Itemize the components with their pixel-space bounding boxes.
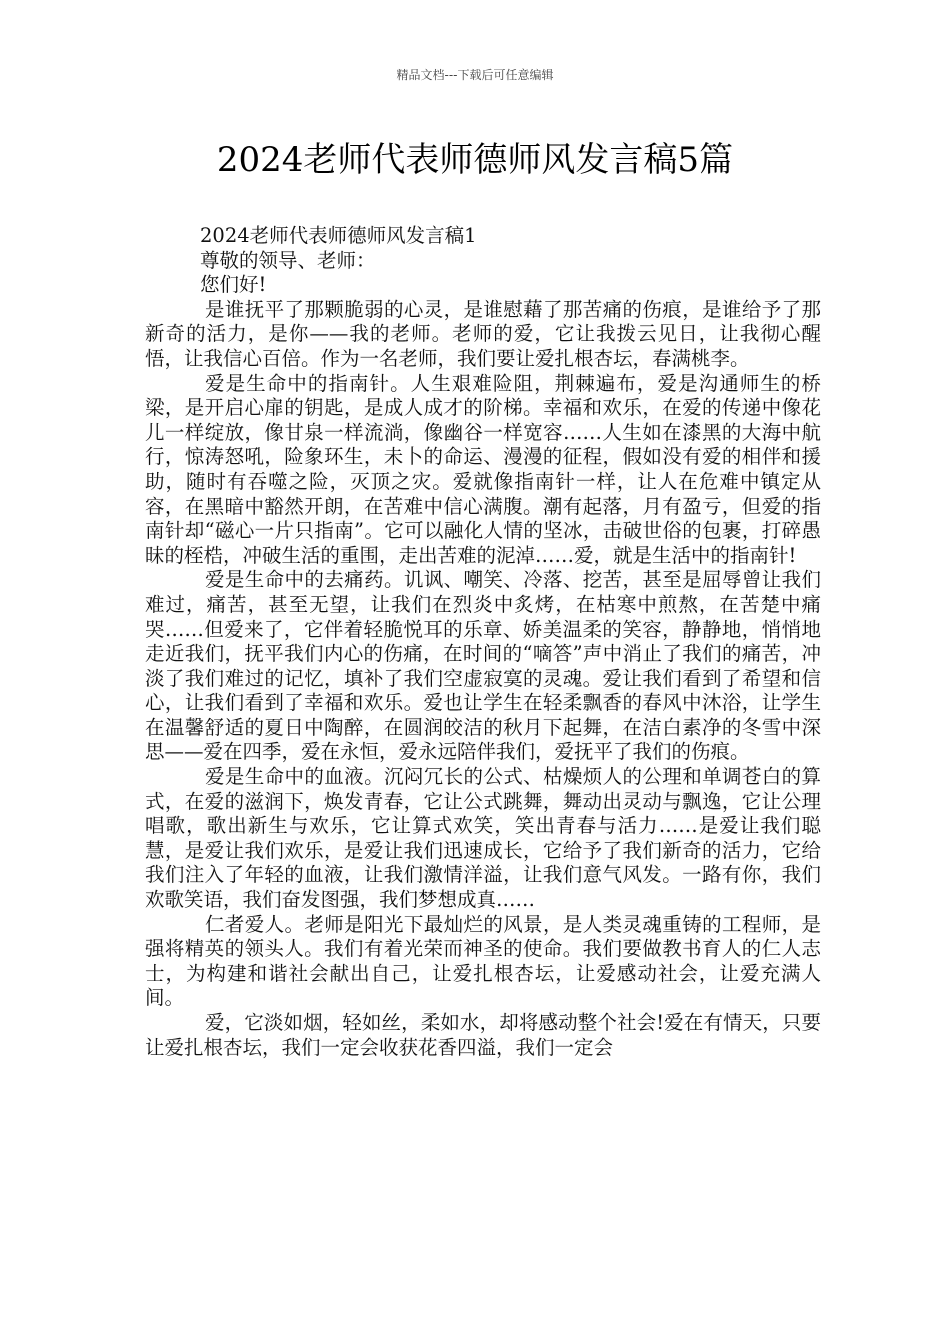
greeting: 您们好!: [200, 273, 267, 297]
paragraph: 仁者爱人。老师是阳光下最灿烂的风景，是人类灵魂重铸的工程师，是强将精英的领头人。我们有着光荣而神圣的使命。我们要做教书育人的仁人志士，为构建和谐社会献出自己，让爱扎根杏坛，让爱感动社会，让爱充满人间。: [145, 912, 821, 1010]
paragraph: 是谁抚平了那颗脆弱的心灵，是谁慰藉了那苦痛的伤痕，是谁给予了那新奇的活力，是你——我的老师。老师的爱，它让我拨云见日，让我彻心醒悟，让我信心百倍。作为一名老师，我们要让爱扎根杏坛，春满桃李。: [145, 297, 821, 370]
paragraph: 爱是生命中的去痛药。讥讽、嘲笑、冷落、挖苦，甚至是屈辱曾让我们难过，痛苦，甚至无望，让我们在烈炎中炙烤，在枯寒中煎熬，在苦楚中痛哭……但爱来了，它伴着轻脆悦耳的乐章、娇美温柔的笑容，静静地，悄悄地走近我们，抚平我们内心的伤痛，在时间的“嘀答”声中消止了我们的痛苦，冲淡了我们难过的记忆，填补了我们空虚寂寞的灵魂。爱让我们看到了希望和信心，让我们看到了幸福和欢乐。爱也让学生在轻柔飘香的春风中沐浴，让学生在温馨舒适的夏日中陶醉，在圆润皎洁的秋月下起舞，在洁白素净的冬雪中深思——爱在四季，爱在永恒，爱永远陪伴我们，爱抚平了我们的伤痕。: [145, 568, 821, 764]
paragraph: 爱是生命中的指南针。人生艰难险阻，荆棘遍布，爱是沟通师生的桥梁，是开启心扉的钥匙，是成人成才的阶梯。幸福和欢乐，在爱的传递中像花儿一样绽放，像甘泉一样流淌，像幽谷一样宽容……人生如在漆黑的大海中航行，惊涛怒吼，险象环生，未卜的命运、漫漫的征程，假如没有爱的相伴和援助，随时有吞噬之险，灭顶之灾。爱就像指南针一样，让人在危难中镇定从容，在黑暗中豁然开朗，在苦难中信心满腹。潮有起落，月有盈亏，但爱的指南针却“磁心一片只指南”。它可以融化人情的坚冰，击破世俗的包裹，打碎愚昧的桎梏，冲破生活的重围，走出苦难的泥淖……爱，就是生活中的指南针!: [145, 371, 821, 567]
paragraph: 爱是生命中的血液。沉闷冗长的公式、枯燥烦人的公理和单调苍白的算式，在爱的滋润下，焕发青春，它让公式跳舞，舞动出灵动与飘逸，它让公理唱歌，歌出新生与欢乐，它让算式欢笑，笑出青春与活力……是爱让我们聪慧，是爱让我们欢乐，是爱让我们迅速成长，它给予了我们新奇的活力，它给我们注入了年轻的血液，让我们激情洋溢，让我们意气风发。一路有你，我们欢歌笑语，我们奋发图强，我们梦想成真……: [145, 765, 821, 912]
paragraph: 爱，它淡如烟，轻如丝，柔如水，却将感动整个社会!爱在有情天，只要让爱扎根杏坛，我们一定会收获花香四溢，我们一定会: [145, 1011, 821, 1059]
salutation: 尊敬的领导、老师：: [200, 248, 376, 272]
document-body: [145, 224, 821, 1060]
header-note: 精品文档---下载后可任意编辑: [396, 68, 554, 82]
document-subtitle: 2024老师代表师德师风发言稿1: [200, 224, 477, 247]
document-title: 2024老师代表师德师风发言稿5篇: [216, 140, 734, 180]
